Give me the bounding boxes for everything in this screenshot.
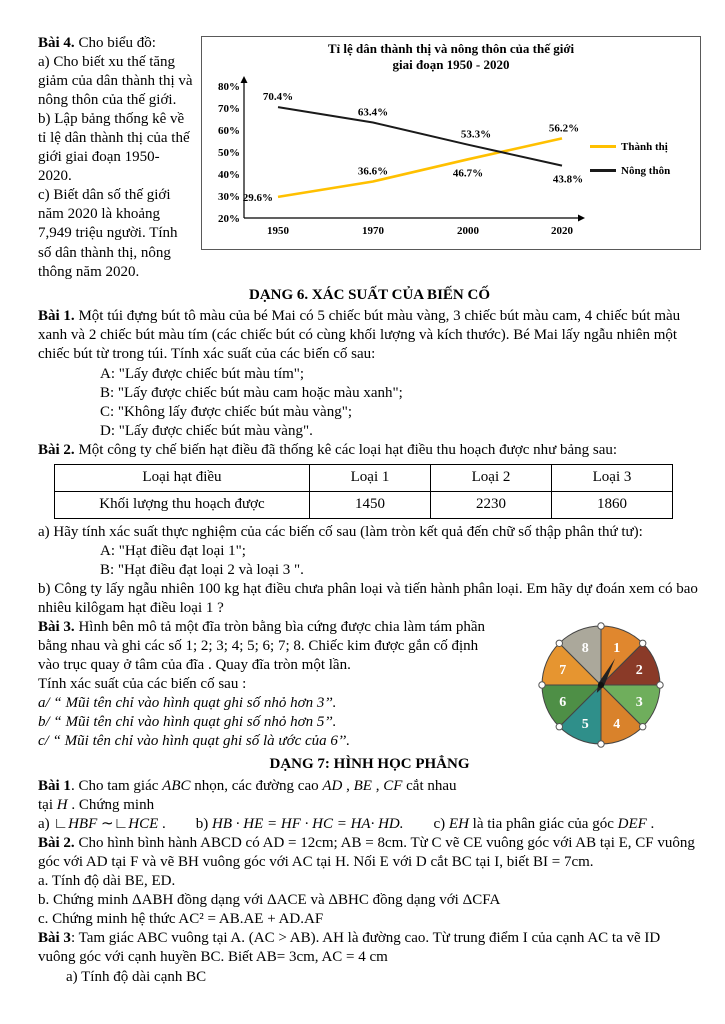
dang7-bai1-items: a) ∟HBF ∼∟HCE . b) HB · HE = HF · HC = HA· HD. c) EH là tia phân giác của góc DEF . <box>38 816 655 833</box>
population-chart <box>201 36 701 250</box>
dang6-bai3-question-a: a/ “ Mũi tên chỉ vào hình quạt ghi số nhỏ hơn 3’’. <box>38 695 337 712</box>
harvest-table <box>54 464 673 519</box>
dang6-bai2-option-a: A: "Hạt điều đạt loại 1"; <box>100 542 246 559</box>
svg-text:2: 2 <box>635 663 643 679</box>
svg-text:6: 6 <box>559 694 567 710</box>
svg-text:20%: 20% <box>218 212 240 225</box>
svg-text:36.6%: 36.6% <box>357 164 389 177</box>
section-dang6-bai3 <box>38 618 701 751</box>
legend-label: Nông thôn <box>621 164 671 177</box>
spinner-wheel <box>501 618 701 752</box>
svg-text:70.4%: 70.4% <box>262 90 294 103</box>
svg-text:7: 7 <box>559 663 567 679</box>
chart-legend <box>586 141 688 177</box>
legend-label: Thành thị <box>621 140 668 153</box>
legend-item <box>590 141 688 153</box>
harvest-table-header-row <box>55 464 673 491</box>
spinner-wheel-image <box>535 619 667 751</box>
svg-text:70%: 70% <box>218 102 240 115</box>
harvest-header-loai1: Loại 1 <box>310 464 431 491</box>
legend-line-swatch <box>590 169 616 172</box>
svg-text:8: 8 <box>581 640 589 656</box>
dang7-bai1-line2: tại H . Chứng minh <box>38 797 155 814</box>
dang6-bai2-item-b: b) Công ty lấy ngẫu nhiên 100 kg hạt điều chưa phân loại và tiến hành phân loại. Em hãy dự đoán xem có bao nhiêu kilôgam hạt điều loại 1 ? <box>38 580 698 616</box>
bai4-item-c: c) Biết dân số thế giới năm 2020 là khoảng 7,949 triệu người. Tính số dân thành thị, nông thông năm 2020. <box>38 187 178 280</box>
harvest-value-loai3: 1860 <box>552 491 673 518</box>
svg-text:30%: 30% <box>218 190 240 203</box>
svg-text:2020: 2020 <box>551 224 573 237</box>
chart-body <box>208 76 694 242</box>
chart-title-line2: giai đoạn 1950 - 2020 <box>392 57 510 73</box>
svg-text:46.7%: 46.7% <box>452 166 484 179</box>
dang6-bai2-text: Bài 2. Một công ty chế biến hạt điều đã thống kê các loại hạt điều thu hoạch được như bảng sau: <box>38 441 618 458</box>
section-dang7-bai1 <box>38 777 701 834</box>
bai4-item-b: b) Lập bảng thống kê về tỉ lệ dân thành thị của thế giới giai đoạn 1950-2020. <box>38 111 190 185</box>
legend-line-swatch <box>590 145 616 148</box>
svg-text:40%: 40% <box>218 168 240 181</box>
dang7-bai3-text: Bài 3: Tam giác ABC vuông tại A. (AC > AB). AH là đường cao. Từ trung điểm I của cạnh AC ta vẽ ID vuông góc với cạnh huyền BC. Biết AB= 3cm, AC = 4 cm <box>38 930 661 966</box>
dang6-bai1-option-c: C: "Không lấy được chiếc bút màu vàng"; <box>100 403 353 420</box>
dang7-bai1-line1: Bài 1. Cho tam giác ABC nhọn, các đường cao AD , BE , CF cắt nhau <box>38 778 457 795</box>
bai4-intro: Bài 4. Cho biểu đồ: <box>38 35 156 51</box>
dang6-bai3-line2: Tính xác suất của các biến cố sau : <box>38 676 247 693</box>
svg-text:29.6%: 29.6% <box>242 191 273 204</box>
svg-text:60%: 60% <box>218 124 240 137</box>
svg-text:1970: 1970 <box>362 224 384 237</box>
chart-title <box>208 41 694 74</box>
legend-item <box>590 165 688 177</box>
svg-text:53.3%: 53.3% <box>460 128 492 141</box>
harvest-header-loai3: Loại 3 <box>552 464 673 491</box>
dang6-bai1-option-b: B: "Lấy được chiếc bút màu cam hoặc màu xanh"; <box>100 384 403 401</box>
svg-text:1950: 1950 <box>267 224 289 237</box>
dang7-bai2-text: Bài 2. Cho hình bình hành ABCD có AD = 12cm; AB = 8cm. Từ C vẽ CE vuông góc với AB tại E, CF vuông góc với AD tại F và vẽ BH vuông góc với AC tại H. Nối E với D cắt BC tại I, biết BI = 7cm. <box>38 835 695 871</box>
svg-text:56.2%: 56.2% <box>548 121 580 134</box>
svg-text:50%: 50% <box>218 146 240 159</box>
dang6-bai3-text: Bài 3. Hình bên mô tả một đĩa tròn bằng bìa cứng được chia làm tám phần bằng nhau và ghi các số 1; 2; 3; 4; 5; 6; 7; 8. Chiếc kim được gắn cố định vào trục quay ở tâm của đĩa . Quay đĩa tròn một lần. <box>38 618 486 674</box>
svg-text:4: 4 <box>613 717 621 733</box>
section-dang6-bai2 <box>38 441 701 618</box>
harvest-value-loai2: 2230 <box>431 491 552 518</box>
section-dang7-bai3 <box>38 929 701 986</box>
dang6-bai3-question-c: c/ “ Mũi tên chỉ vào hình quạt ghi số là ước của 6’’. <box>38 733 350 750</box>
heading-dang7: DẠNG 7: HÌNH HỌC PHẲNG <box>269 756 470 773</box>
bai4-item-a: a) Cho biết xu thế tăng giảm của dân thành thị và nông thôn của thế giới. <box>38 54 193 109</box>
section-bai4 <box>38 34 701 282</box>
section-dang7-bai2 <box>38 834 701 929</box>
harvest-header-type: Loại hạt điều <box>55 464 310 491</box>
dang6-bai1-option-a: A: "Lấy được chiếc bút màu tím"; <box>100 365 305 382</box>
harvest-value-loai1: 1450 <box>310 491 431 518</box>
svg-text:63.4%: 63.4% <box>357 106 389 119</box>
svg-text:2000: 2000 <box>457 224 479 237</box>
line-chart-plot <box>208 76 586 242</box>
svg-text:5: 5 <box>581 717 589 733</box>
dang7-bai3-item-a: a) Tính độ dài cạnh BC <box>66 968 207 985</box>
dang7-bai2-item-c: c. Chứng minh hệ thức AC² = AB.AE + AD.AF <box>38 911 324 928</box>
dang6-bai2-item-a: a) Hãy tính xác suất thực nghiệm của các biến cố sau (làm tròn kết quả đến chữ số thập phân thứ tư): <box>38 523 643 540</box>
dang6-bai3-question-b: b/ “ Mũi tên chỉ vào hình quạt ghi số nhỏ hơn 5’’. <box>38 714 337 731</box>
dang6-bai1-option-d: D: "Lấy được chiếc bút màu vàng". <box>100 422 313 439</box>
dang7-bai2-item-a: a. Tính độ dài BE, ED. <box>38 873 176 890</box>
harvest-table-data-row <box>55 491 673 518</box>
svg-text:3: 3 <box>635 694 643 710</box>
harvest-header-loai2: Loại 2 <box>431 464 552 491</box>
chart-title-line1: Tỉ lệ dân thành thị và nông thôn của thế giới <box>327 41 575 56</box>
svg-text:43.8%: 43.8% <box>552 173 584 186</box>
dang6-bai2-option-b: B: "Hạt điều đạt loại 2 và loại 3 ". <box>100 561 304 578</box>
section-dang6-bai1 <box>38 307 701 440</box>
svg-text:1: 1 <box>613 640 621 656</box>
dang6-bai1-text: Bài 1. Một túi đựng bút tô màu của bé Mai có 5 chiếc bút màu vàng, 3 chiếc bút màu cam, 4 chiếc bút màu xanh và 2 chiếc bút màu tím (các chiếc bút có cùng khối lượng và kích thước). Bé Mai lấy ngẫu nhiên một chiếc bút từ trong túi. Tính xác suất của các biến cố sau: <box>38 308 681 363</box>
harvest-row-label: Khối lượng thu hoạch được <box>55 491 310 518</box>
dang7-bai2-item-b: b. Chứng minh ΔABH đồng dạng với ΔACE và ΔBHC đồng dạng với ΔCFA <box>38 892 501 909</box>
svg-text:80%: 80% <box>218 80 240 93</box>
heading-dang6: DẠNG 6. XÁC SUẤT CỦA BIẾN CỐ <box>248 286 490 303</box>
